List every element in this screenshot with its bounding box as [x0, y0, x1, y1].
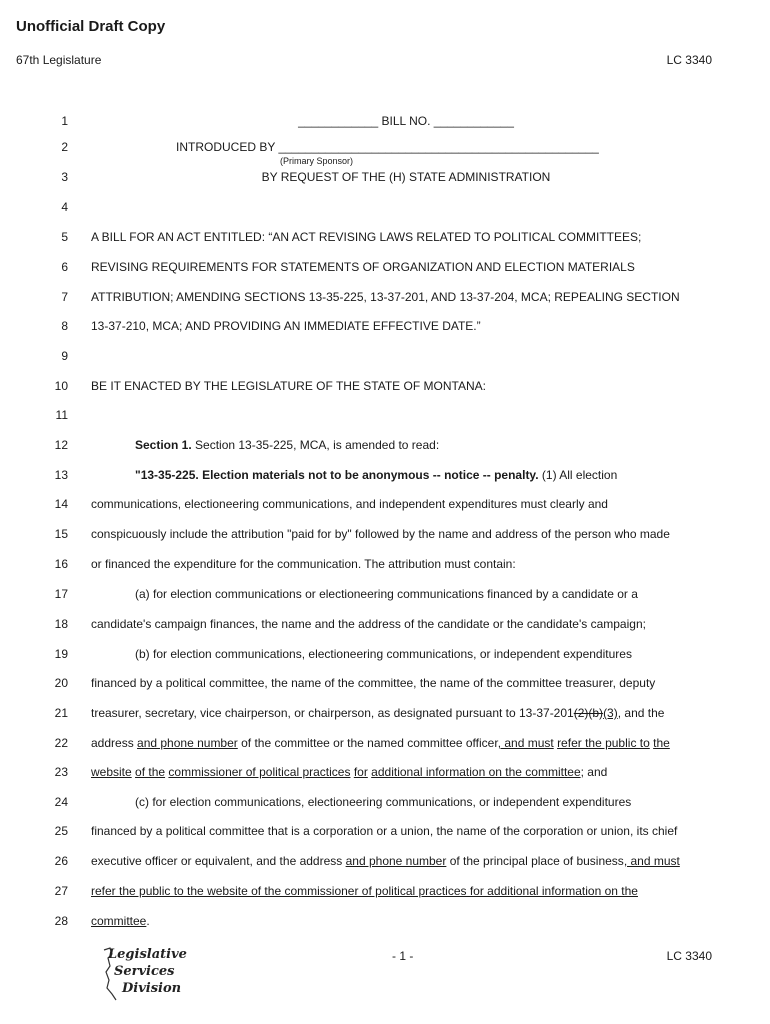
line-number: 4 [61, 200, 68, 214]
line-number: 14 [54, 497, 68, 511]
inserted-text: , and must [497, 736, 554, 750]
lc-number-header: LC 3340 [666, 53, 712, 67]
subsection-b: (b) for election communications, electioneering communications, or independent expenditures [135, 647, 632, 661]
line-number: 19 [54, 647, 68, 661]
body-line: conspicuously include the attribution "paid for by" followed by the name and address of the person who made [91, 527, 670, 541]
text-run: treasurer, secretary, vice chairperson, or chairperson, as designated pursuant to 13-37-201 [91, 706, 574, 720]
line-number: 28 [54, 914, 68, 928]
text-run: ; and [580, 765, 608, 779]
line-number: 17 [54, 587, 68, 601]
line-number: 15 [54, 527, 68, 541]
bill-title-line: 13-37-210, MCA; AND PROVIDING AN IMMEDIATE EFFECTIVE DATE.” [91, 319, 481, 333]
section-label: Section 1. [135, 438, 192, 452]
body-line: financed by a political committee that is a corporation or a union, the name of the corporation or union, its chief [91, 824, 678, 838]
line-number: 18 [54, 617, 68, 631]
body-line: communications, electioneering communications, and independent expenditures must clearly and [91, 497, 608, 511]
inserted-text: , and must [623, 854, 680, 868]
logo-line-1: Legislative [108, 947, 187, 962]
line-number: 25 [54, 824, 68, 838]
text-run: of the committee or the named committee officer [237, 736, 498, 750]
bill-title-line: REVISING REQUIREMENTS FOR STATEMENTS OF ORGANIZATION AND ELECTION MATERIALS [91, 260, 635, 274]
inserted-text: for [353, 765, 368, 779]
page-number: - 1 - [392, 949, 414, 963]
body-line [91, 736, 721, 750]
text-run: executive officer or equivalent, and the address [91, 854, 346, 868]
line-number: 8 [61, 319, 68, 333]
body-line: financed by a political committee, the name of the committee, the name of the committee treasurer, deputy [91, 676, 656, 690]
bill-number-line: ____________ BILL NO. ____________ [298, 114, 514, 128]
primary-sponsor-label: (Primary Sponsor) [280, 156, 354, 166]
line-number: 2 [61, 140, 68, 154]
legislative-services-logo [100, 946, 192, 1002]
inserted-text: refer the public to the website of the commissioner of political practices for additional information on the [91, 884, 638, 898]
line-number: 23 [54, 765, 68, 779]
body-line [91, 914, 721, 928]
inserted-text: committee [91, 914, 147, 928]
text-run: of the principal place of business [446, 854, 624, 868]
inserted-text: commissioner of political practices [168, 765, 351, 779]
text-run: . [146, 914, 150, 928]
introduced-by-line: INTRODUCED BY ________________________________________________ [176, 140, 599, 154]
text-run: , and the [617, 706, 665, 720]
text-run: address [91, 736, 138, 750]
line-number: 3 [61, 170, 68, 184]
inserted-text: the [653, 736, 670, 750]
line-number: 21 [54, 706, 68, 720]
stricken-text: (2)(b) [573, 706, 604, 720]
draft-title: Unofficial Draft Copy [16, 18, 166, 35]
inserted-text: refer the public to [557, 736, 650, 750]
line-number: 26 [54, 854, 68, 868]
legislature-label: 67th Legislature [16, 53, 102, 67]
bill-title-line: A BILL FOR AN ACT ENTITLED: “AN ACT REVISING LAWS RELATED TO POLITICAL COMMITTEES; [91, 230, 642, 244]
bill-title-line: ATTRIBUTION; AMENDING SECTIONS 13-35-225, 13-37-201, AND 13-37-204, MCA; REPEALING SECTION [91, 290, 680, 304]
section-heading [91, 438, 765, 452]
line-number: 20 [54, 676, 68, 690]
line-number: 12 [54, 438, 68, 452]
body-line [91, 884, 721, 898]
line-number: 24 [54, 795, 68, 809]
subsection-a: (a) for election communications or electioneering communications financed by a candidate or a [135, 587, 638, 601]
inserted-text: website [91, 765, 132, 779]
logo-line-2: Services [114, 964, 175, 979]
body-line: or financed the expenditure for the communication. The attribution must contain: [91, 557, 516, 571]
body-line [91, 765, 721, 779]
body-line: candidate's campaign finances, the name and the address of the candidate or the candidate's campaign; [91, 617, 646, 631]
enacting-clause: BE IT ENACTED BY THE LEGISLATURE OF THE STATE OF MONTANA: [91, 379, 486, 393]
line-number: 13 [54, 468, 68, 482]
line-number: 1 [61, 114, 68, 128]
body-line [91, 854, 721, 868]
line-number: 16 [54, 557, 68, 571]
inserted-text: of the [135, 765, 166, 779]
logo-line-3: Division [122, 981, 182, 996]
section-text: Section 13-35-225, MCA, is amended to read: [191, 438, 440, 452]
by-request-line: BY REQUEST OF THE (H) STATE ADMINISTRATION [261, 170, 551, 184]
line-number: 22 [54, 736, 68, 750]
inserted-text: (3) [603, 706, 618, 720]
line-number: 6 [61, 260, 68, 274]
line-number: 27 [54, 884, 68, 898]
lc-number-footer: LC 3340 [666, 949, 712, 963]
line-number: 5 [61, 230, 68, 244]
line-number: 10 [54, 379, 68, 393]
inserted-text: and phone number [137, 736, 238, 750]
statute-text: (1) All election [538, 468, 618, 482]
statute-title: "13-35-225. Election materials not to be anonymous -- notice -- penalty. [135, 468, 539, 482]
line-number: 11 [55, 408, 68, 422]
inserted-text: and phone number [345, 854, 447, 868]
body-line [91, 706, 721, 720]
statute-heading [91, 468, 765, 482]
inserted-text: additional information on the committee [371, 765, 581, 779]
line-number: 9 [61, 349, 68, 363]
line-number: 7 [61, 290, 68, 304]
subsection-c: (c) for election communications, electioneering communications, or independent expenditures [135, 795, 632, 809]
